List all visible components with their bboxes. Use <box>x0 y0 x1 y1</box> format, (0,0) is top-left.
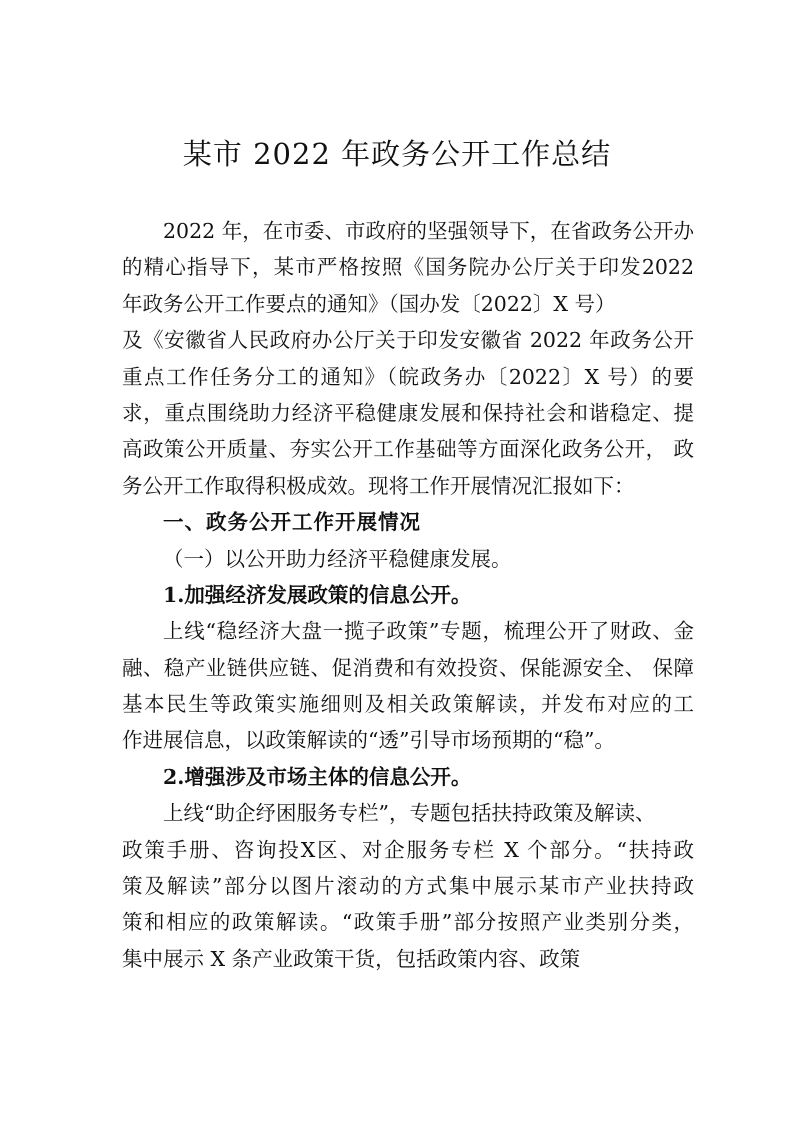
paragraph-line: 政策手册、咨询投X区、对企服务专栏 X 个部分。“扶持政 <box>122 837 694 862</box>
document-title: 某市 2022 年政务公开工作总结 <box>182 137 612 171</box>
paragraph-line: 上线“助企纾困服务专栏”，专题包括扶持政策及解读、 <box>163 801 656 826</box>
document-body <box>122 213 694 977</box>
paragraph-line: 2022 年，在市委、市政府的坚强领导下，在省政务公开办 <box>163 219 694 243</box>
paragraph-line: 策和相应的政策解读。“政策手册”部分按照产业类别分类， <box>122 910 694 935</box>
paragraph-line: 策及解读”部分以图片滚动的方式集中展示某市产业扶持政 <box>122 874 694 899</box>
paragraph-line: 融、稳产业链供应链、促消费和有效投资、保能源安全、 保障 <box>122 655 694 680</box>
paragraph-line: 务公开工作取得积极成效。现将工作开展情况汇报如下： <box>122 473 635 498</box>
paragraph-line: 的精心指导下，某市严格按照《国务院办公厅关于印发2022 <box>122 255 694 280</box>
item-heading: 2.增强涉及市场主体的信息公开。 <box>163 764 472 789</box>
paragraph-line: 上线“稳经济大盘一揽子政策”专题，梳理公开了财政、金 <box>163 619 694 644</box>
item-heading: 1.加强经济发展政策的信息公开。 <box>163 582 472 607</box>
paragraph-line: 求，重点围绕助力经济平稳健康发展和保持社会和谐稳定、提 <box>122 400 694 425</box>
paragraph-line: 年政务公开工作要点的通知》（国办发〔2022〕X 号） <box>122 291 616 316</box>
paragraph-line: 及《安徽省人民政府办公厅关于印发安徽省 2022 年政务公开 <box>122 328 694 353</box>
paragraph-line: 重点工作任务分工的通知》（皖政务办〔2022〕X 号）的要 <box>122 364 694 389</box>
section-heading: 一、政务公开工作开展情况 <box>163 510 421 535</box>
paragraph-line: 作进展信息，以政策解读的“透”引导市场预期的“稳”。 <box>122 728 615 753</box>
subsection-heading: （一）以公开助力经济平稳健康发展。 <box>163 546 512 571</box>
paragraph-line: 高政策公开质量、夯实公开工作基础等方面深化政务公开， 政 <box>122 437 694 462</box>
paragraph-line: 集中展示 X 条产业政策干货，包括政策内容、政策 <box>122 946 581 971</box>
paragraph-line: 基本民生等政策实施细则及相关政策解读，并发布对应的工 <box>122 692 694 717</box>
